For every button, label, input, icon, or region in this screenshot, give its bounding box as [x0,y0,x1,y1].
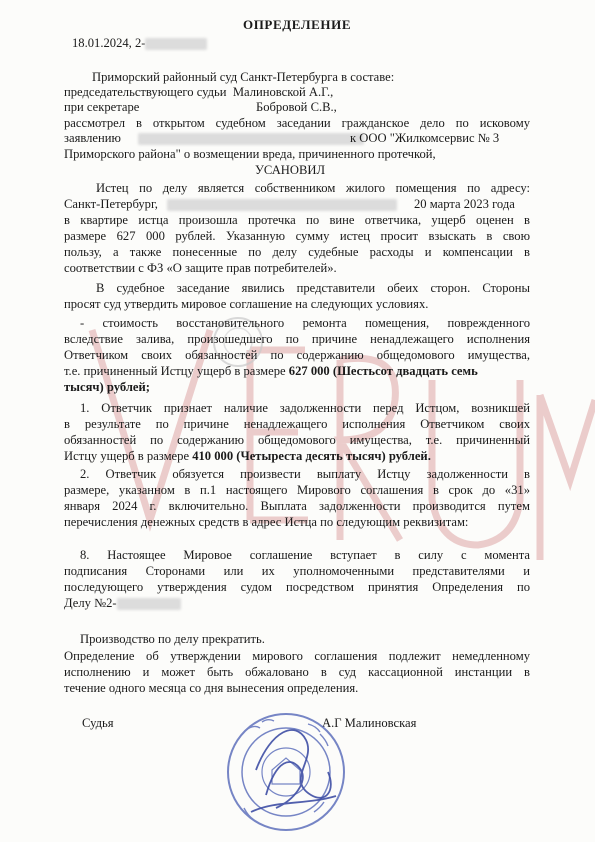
paragraph-line: в квартире истца произошла протечка по вине ответчика, ущерб оценен в [64,213,530,227]
secretary-line [64,100,139,114]
paragraph-line: просят суд утвердить мировое соглашение на следующих условиях. [64,297,429,311]
document-date: 18.01.2024, 2- [72,36,146,50]
item-8-line: последующего утверждения судом посредством принятия Определения по [64,580,530,594]
item-2-line: 2. Ответчик обязуется произвести выплату Истцу задолженности в [80,467,530,481]
item-1-line: 1. Ответчик признает наличие задолженности перед Истцом, возникшей [80,401,530,415]
terms-line [64,364,478,378]
terms-line: тысяч) рублей; [64,380,150,394]
signature-role: Судья [82,716,114,730]
item-1-text: Истцу ущерб в размере [64,449,190,463]
defendant-text: к ООО "Жилкомсервис № 3 [350,131,500,145]
redacted-case-number [145,38,207,50]
item-1-line: обязанностей по содержанию общедомового имущества, т.е. причиненный [64,433,530,447]
item-1-line: в результате по причине ненадлежащего исполнения Ответчиком своих [64,417,530,431]
case-number-label: Делу №2- [64,596,117,610]
terms-text: т.е. причиненный Истцу ущерб в размере [64,364,286,378]
claim-line [64,131,364,145]
signature-name: А.Г Малиновская [322,716,417,730]
item-2-line: размере, указанном в п.1 настоящего Мирового соглашения в срок до «31» [64,483,530,497]
terms-line: - стоимость восстановительного ремонта помещения, поврежденного [80,316,530,330]
item-2-line: перечисления денежных средств в адрес Истца по следующим реквизитам: [64,515,469,529]
item-2-line: января 2024 г. включительно. Выплата задолженности производится путем [64,499,530,513]
appeal-line: исполнению и может быть обжаловано в суд кассационной инстанции в [64,665,530,679]
redacted-address [167,199,397,211]
appeal-line: Определение об утверждении мирового соглашения подлежит немедленному [64,649,530,663]
terms-line: Ответчиком своих обязанностей по содержанию общедомового имущества, [64,348,530,362]
judge-name: Малиновской А.Г., [232,85,334,99]
termination-line: Производство по делу прекратить. [80,632,265,646]
item-8-line: 8. Настоящее Мировое соглашение вступает в силу с момента [80,548,530,562]
damage-amount: 627 000 (Шестьсот двадцать семь [288,364,478,378]
debt-amount: 410 000 (Четыреста десять тысяч) рублей. [192,449,431,463]
paragraph-line: Истец по делу является собственником жилого помещения по адресу: [96,181,530,195]
item-8-line [64,596,181,610]
paragraph-line: В судебное заседание явились представители обеих сторон. Стороны [96,281,530,295]
address-line [64,197,397,211]
court-intro-line: Приморский районный суд Санкт-Петербурга в составе: [92,70,395,84]
court-intro-line: рассмотрел в открытом судебном заседании гражданское дело по исковому [64,116,530,130]
document-date-line [72,36,207,50]
terms-line: вследствие залива, произошедшего по причине ненадлежащего исполнения [64,332,530,346]
paragraph-line: пользу, а также понесенные по делу судебные расходы и компенсации в [64,245,530,259]
redacted-case-number [117,598,181,610]
claim-label: заявлению [64,131,121,145]
redacted-plaintiff [138,133,364,145]
section-heading: УСАНОВИЛ [255,163,326,177]
court-stamp [216,700,356,842]
secretary-name: Бобровой С.В., [256,100,337,114]
incident-date: 20 марта 2023 года [414,197,515,211]
secretary-label: при секретаре [64,100,140,114]
item-8-line: подписания Сторонами или их уполномоченными представителями и [64,564,530,578]
judge-label: председательствующего судьи [64,85,227,99]
page-title: ОПРЕДЕЛЕНИЕ [243,17,352,32]
address-label: Санкт-Петербург, [64,197,158,211]
judge-line [64,85,333,99]
item-1-line [64,449,431,463]
paragraph-line: размере 627 000 рублей. Указанную сумму истец просит взыскать в свою [64,229,530,243]
paragraph-line: соответствии с ФЗ «О защите прав потребителей». [64,261,337,275]
court-intro-line: Приморского района" о возмещении вреда, причиненного протечкой, [64,147,436,161]
appeal-line: течение одного месяца со дня вынесения определения. [64,681,359,695]
